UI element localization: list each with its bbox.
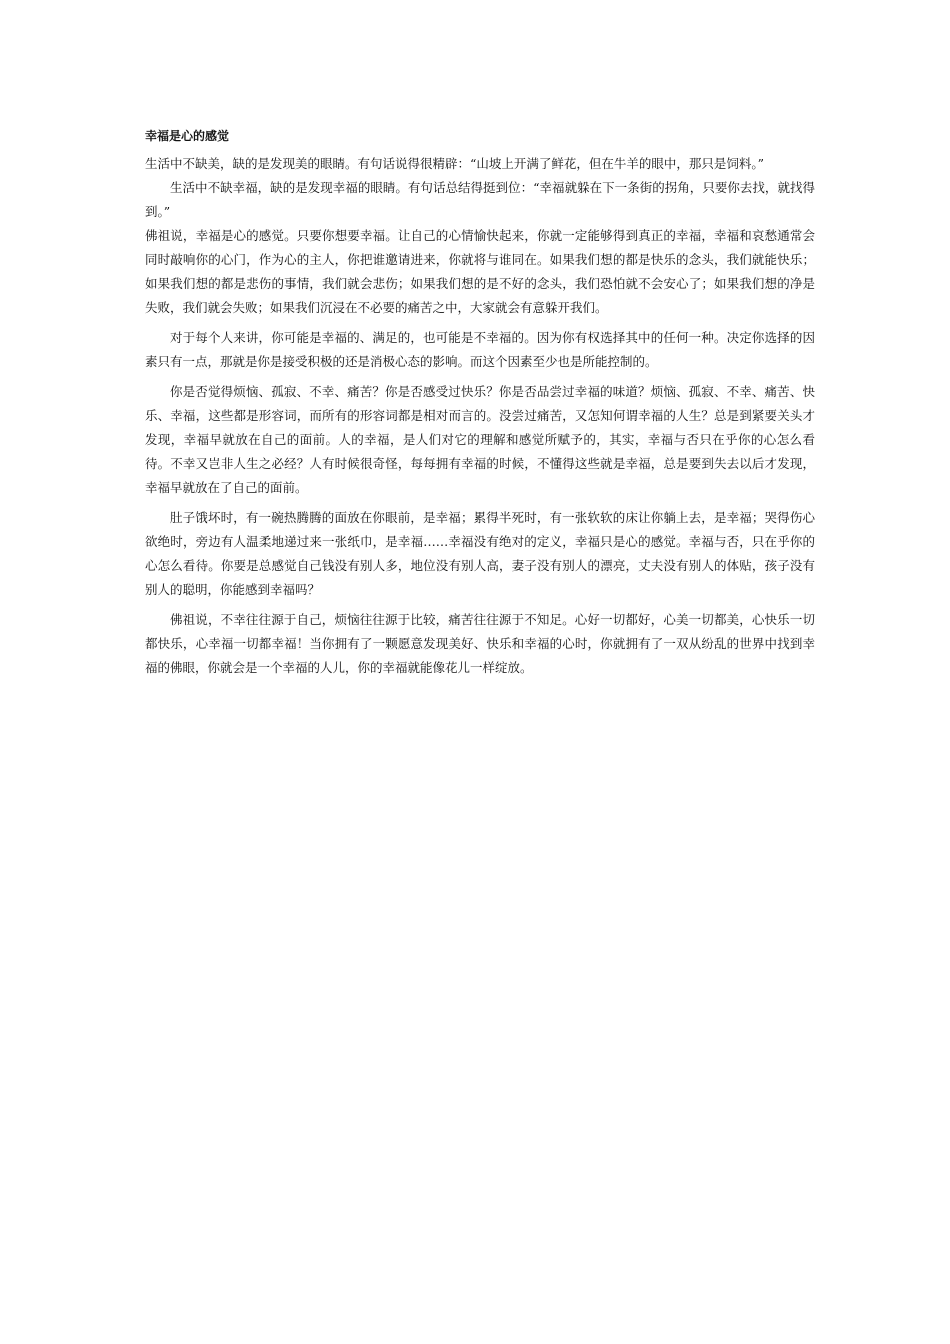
paragraph-7: 佛祖说，不幸往往源于自己，烦恼往往源于比较，痛苦往往源于不知足。心好一切都好，心美一切都美，心快乐一切都快乐，心幸福一切都幸福！当你拥有了一颗愿意发现美好、快乐和幸福的心时，你就拥有了一双从纷乱的世界中找到幸福的佛眼，你就会是一个幸福的人儿，你的幸福就能像花儿一样绽放。 bbox=[145, 612, 815, 675]
paragraph-6: 肚子饿坏时，有一碗热腾腾的面放在你眼前，是幸福；累得半死时，有一张软软的床让你躺上去，是幸福；哭得伤心欲绝时，旁边有人温柔地递过来一张纸巾，是幸福……幸福没有绝对的定义，幸福只是心的感觉。幸福与否，只在乎你的心怎么看待。你要是总感觉自己钱没有别人多，地位没有别人高，妻子没有别人的漂亮，丈夫没有别人的体贴，孩子没有别人的聪明，你能感到幸福吗？ bbox=[145, 510, 815, 597]
paragraph-2: 生活中不缺幸福，缺的是发现幸福的眼睛。有句话总结得挺到位：“幸福就躲在下一条街的拐角，只要你去找，就找得到。” bbox=[145, 180, 815, 219]
document-title: 幸福是心的感觉 bbox=[145, 129, 230, 143]
paragraph-3: 佛祖说，幸福是心的感觉。只要你想要幸福。让自己的心情愉快起来，你就一定能够得到真正的幸福，幸福和哀愁通常会同时敲响你的心门，作为心的主人，你把谁邀请进来，你就将与谁同在。如果我们想的都是快乐的念头，我们就能快乐；如果我们想的都是悲伤的事情，我们就会悲伤；如果我们想的是不好的念头，我们恐怕就不会安心了；如果我们想的净是失败，我们就会失败；如果我们沉浸在不必要的痛苦之中，大家就会有意躲开我们。 bbox=[145, 228, 815, 315]
paragraph-5: 你是否觉得烦恼、孤寂、不幸、痛苦？你是否感受过快乐？你是否品尝过幸福的味道？烦恼、孤寂、不幸、痛苦、快乐、幸福，这些都是形容词，而所有的形容词都是相对而言的。没尝过痛苦，又怎知何谓幸福的人生？总是到紧要关头才发现，幸福早就放在自己的面前。人的幸福，是人们对它的理解和感觉所赋予的，其实，幸福与否只在乎你的心怎么看待。不幸又岂非人生之必经？人有时候很奇怪，每每拥有幸福的时候，不懂得这些就是幸福，总是要到失去以后才发现，幸福早就放在了自己的面前。 bbox=[145, 384, 815, 495]
paragraph-4: 对于每个人来讲，你可能是幸福的、满足的，也可能是不幸福的。因为你有权选择其中的任何一种。决定你选择的因素只有一点，那就是你是接受积极的还是消极心态的影响。而这个因素至少也是所能控制的。 bbox=[145, 330, 815, 369]
paragraph-1: 生活中不缺美，缺的是发现美的眼睛。有句话说得很精辟：“山坡上开满了鲜花，但在牛羊的眼中，那只是饲料。” bbox=[145, 156, 765, 171]
document-body bbox=[145, 126, 815, 680]
